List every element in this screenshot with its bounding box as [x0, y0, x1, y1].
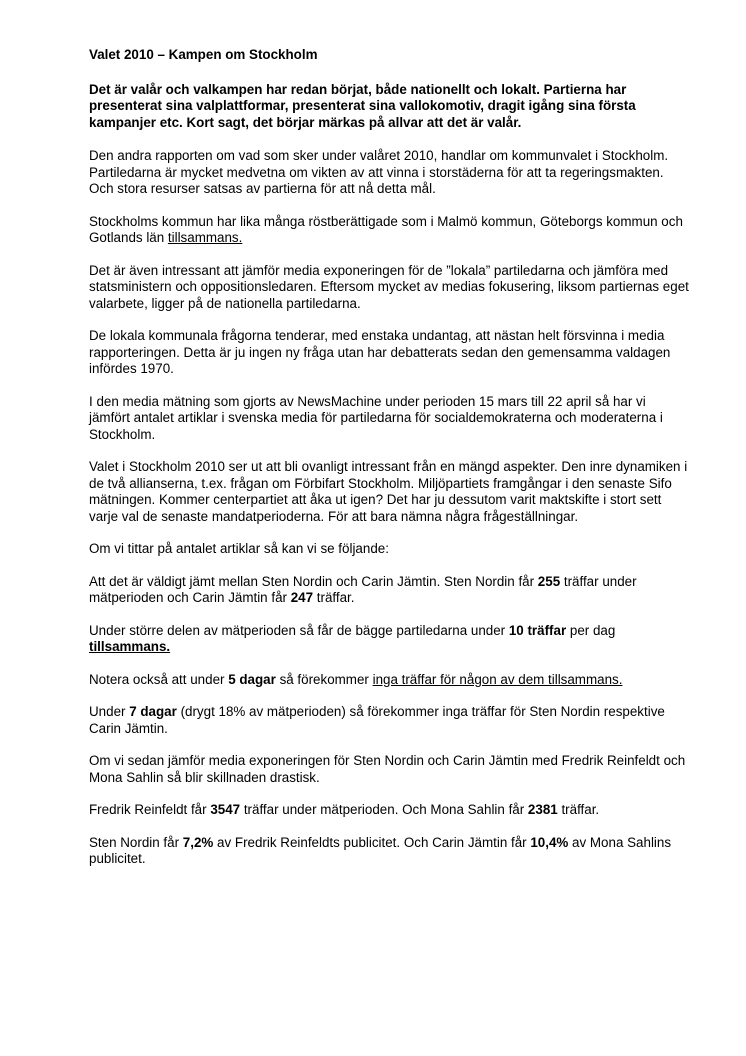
stat-nordin-percent: 7,2% — [182, 834, 214, 850]
paragraph-reinfeldt-sahlin — [89, 802, 689, 819]
text: (drygt 18% av mätperioden) så förekommer inga träffar för Sten Nordin respektive Carin Jämtin. — [89, 704, 665, 736]
text: träffar under mätperioden och Carin Jämtin får — [89, 573, 637, 605]
stat-five-days: 5 dagar — [228, 671, 276, 687]
document-title: Valet 2010 – Kampen om Stockholm — [89, 47, 318, 62]
text: Under större delen av mätperioden så får de bägge partiledarna under — [89, 622, 509, 638]
stat-reinfeldt: 3547 — [210, 802, 241, 817]
stat-nordin: 255 — [537, 573, 561, 589]
stat-jamtin: 247 — [290, 590, 314, 605]
lead-paragraph: Det är valår och valkampen har redan börjat, både nationellt och lokalt. Partierna har presenterat sina valplattformar, presenterat sina vallokomotiv, dragit igång sina första kampanjer etc. Kort sagt, det börjar märkas på allvar att det är valår. — [89, 81, 636, 130]
text: Att det är väldigt jämt mellan Sten Nordin och Carin Jämtin. Sten Nordin får — [89, 573, 538, 589]
stat-seven-days: 7 dagar — [129, 704, 177, 719]
text: Fredrik Reinfeldt får — [89, 802, 211, 817]
text: Notera också att under — [89, 671, 229, 687]
text: träffar. — [557, 802, 600, 817]
paragraph-jamforelse: Om vi sedan jämför media exponeringen för Sten Nordin och Carin Jämtin med Fredrik Reinfeldt och Mona Sahlin så blir skillnaden drastisk. — [89, 753, 686, 785]
underlined-text: inga träffar för någon av dem tillsammans. — [372, 671, 623, 687]
paragraph-valet-stockholm: Valet i Stockholm 2010 ser ut att bli ovanligt intressant från en mängd aspekter. Den inre dynamiken i de två allianserna, t.ex. frågan om Förbifart Stockholm. Miljöpartiets framgångar i den senaste Sifo mätningen. Kommer centerpartiet att åka ut igen? Det har ju dessutom varit maktskifte i stort sett varje val de senaste mandatperioderna. För att bara nämna några frågeställningar. — [89, 459, 688, 524]
text: Stockholms kommun har lika många röstberättigade som i Malmö kommun, Göteborgs kommun och Gotlands län — [89, 213, 683, 245]
document-page — [89, 47, 689, 884]
text: av Fredrik Reinfeldts publicitet. Och Carin Jämtin får — [213, 834, 531, 850]
paragraph-sju-dagar — [89, 704, 689, 737]
paragraph-publicitet — [89, 835, 689, 868]
stat-sahlin: 2381 — [527, 802, 558, 817]
stat-ten-hits: 10 träffar — [508, 622, 567, 638]
paragraph-rostberattigade — [89, 214, 689, 247]
underlined-text: tillsammans. — [167, 230, 243, 245]
text: så förekommer — [275, 671, 373, 687]
text: träffar under mätperioden. Och Mona Sahlin får — [240, 802, 528, 817]
text: per dag — [566, 622, 616, 638]
bold-underlined-text: tillsammans. — [89, 639, 171, 654]
text: av Mona Sahlins publicitet. — [89, 834, 672, 866]
paragraph-media-exponering: Det är även intressant att jämför media exponeringen för de ”lokala” partiledarna och jämföra med statsministern och oppositionsledaren. Eftersom mycket av medias fokusering, liksom partiernas eget valarbete, ligger på de nationella partiledarna. — [89, 262, 689, 311]
paragraph-rapport: Den andra rapporten om vad som sker under valåret 2010, handlar om kommunvalet i Stockholm. Partiledarna är mycket medvetna om vikten av att vinna i storstäderna för att ta regeringsmakten. Och stora resurser satsas av partierna för att nå detta mål. — [89, 148, 669, 196]
text: träffar. — [313, 590, 355, 605]
paragraph-newsmachine: I den media mätning som gjorts av NewsMachine under perioden 15 mars till 22 april så har vi jämfört antalet artiklar i svenska media för partiledarna för socialdemokraterna och moderaterna i Stockholm. — [89, 393, 663, 442]
paragraph-jamt — [89, 574, 689, 607]
paragraph-antalet-artiklar: Om vi tittar på antalet artiklar så kan vi se följande: — [89, 541, 389, 556]
paragraph-lokala-fragor: De lokala kommunala frågorna tenderar, med enstaka undantag, att nästan helt försvinna i media rapporteringen. Detta är ju ingen ny fråga utan har debatterats sedan den gemensamma valdagen infördes 1970. — [89, 328, 671, 376]
paragraph-tio-traffar — [89, 623, 689, 656]
stat-jamtin-percent: 10,4% — [530, 834, 569, 850]
text: Under — [89, 704, 130, 719]
paragraph-fem-dagar — [89, 672, 689, 689]
text: Sten Nordin får — [89, 834, 183, 850]
